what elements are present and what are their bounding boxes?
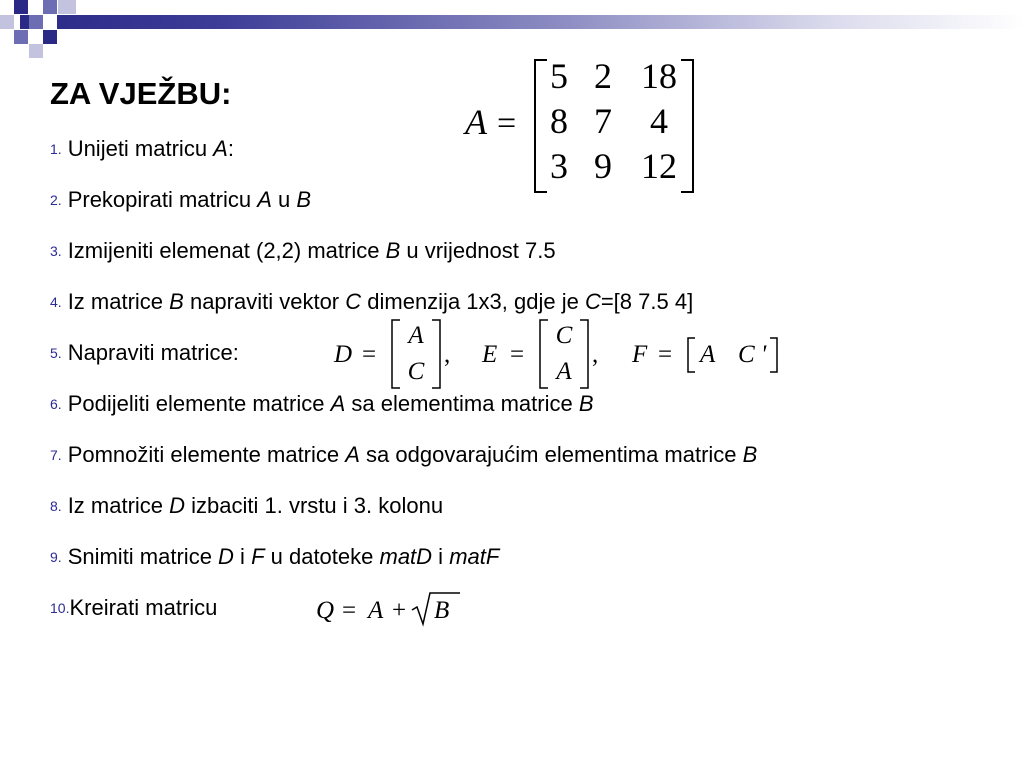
q-formula xyxy=(312,588,472,632)
plus-sign: + xyxy=(392,597,407,624)
list-item-symbol: B xyxy=(578,391,594,416)
list-item-text: u vrijednost 7.5 xyxy=(400,238,556,263)
list-item-text: : xyxy=(227,136,234,161)
list-item xyxy=(50,187,311,213)
list-item-text: Prekopirati matricu xyxy=(67,187,258,212)
list-item xyxy=(50,493,443,519)
list-item-symbol: C xyxy=(584,289,601,314)
list-item-number: 10. xyxy=(50,600,70,616)
deco-square xyxy=(14,0,28,14)
left-bracket xyxy=(392,320,400,388)
list-item-text: Unijeti matricu xyxy=(67,136,214,161)
list-item-text: Kreirati matricu xyxy=(69,595,218,620)
list-item-text: Podijeliti elemente matrice xyxy=(67,391,331,416)
list-item-number: 3. xyxy=(50,243,62,259)
list-item-text: i xyxy=(432,544,450,569)
header-bar xyxy=(20,15,1024,29)
matrix-f-name: F xyxy=(632,341,648,368)
equals-sign: = xyxy=(362,341,377,368)
matrix-a-cell: 4 xyxy=(650,101,668,141)
list-item-text: sa odgovarajućim elementima matrice xyxy=(359,442,743,467)
matrix-a-cell: 12 xyxy=(641,146,677,186)
right-bracket xyxy=(770,338,777,372)
list-item-text: i xyxy=(233,544,252,569)
equals-sign: = xyxy=(510,341,525,368)
q-term-b: B xyxy=(434,597,450,624)
list-item-symbol: B xyxy=(385,238,401,263)
matrix-d-name: D xyxy=(334,341,353,368)
list-item-number: 9. xyxy=(50,549,62,565)
list-item-text: Snimiti matrice xyxy=(67,544,219,569)
matrix-e-name: E xyxy=(482,341,498,368)
left-bracket xyxy=(535,60,547,192)
list-item-text: Napraviti matrice: xyxy=(67,340,239,365)
list-item-text: =[8 7.5 4] xyxy=(600,289,694,314)
right-bracket xyxy=(432,320,440,388)
list-item-text: dimenzija 1x3, gdje je xyxy=(361,289,585,314)
list-item-number: 5. xyxy=(50,345,62,361)
matrix-d-cell: C xyxy=(407,358,425,385)
matrices-def-equation xyxy=(330,314,790,394)
matrix-e-cell: C xyxy=(555,322,573,349)
list-item-number: 1. xyxy=(50,141,62,157)
list-item-symbol: D xyxy=(218,544,234,569)
equals-sign: = xyxy=(342,597,357,624)
list-item-symbol: B xyxy=(742,442,758,467)
right-bracket xyxy=(681,60,693,192)
list-item-symbol: B xyxy=(169,289,184,314)
matrix-d-cell: A xyxy=(408,322,424,349)
list-item-symbol: D xyxy=(169,493,186,518)
list-item xyxy=(50,391,594,417)
list-item-number: 8. xyxy=(50,498,62,514)
list-item xyxy=(50,238,556,264)
list-item-symbol: C xyxy=(345,289,362,314)
list-item-number: 6. xyxy=(50,396,62,412)
deco-square xyxy=(0,15,14,29)
list-item xyxy=(50,442,757,468)
comma: , xyxy=(444,341,451,368)
matrix-f-cell: A xyxy=(700,341,716,368)
right-bracket xyxy=(580,320,588,388)
list-item-text: Pomnožiti elemente matrice xyxy=(67,442,346,467)
deco-square xyxy=(29,44,43,58)
matrix-a-cell: 18 xyxy=(641,56,677,96)
list-item-text: u xyxy=(271,187,297,212)
left-bracket xyxy=(688,338,695,372)
list-item-text: u datoteke xyxy=(264,544,380,569)
deco-square xyxy=(58,0,76,14)
list-item-symbol: A xyxy=(345,442,360,467)
list-item xyxy=(50,340,239,366)
list-item-text: Iz matrice xyxy=(67,493,170,518)
list-item-symbol: A xyxy=(330,391,346,416)
matrix-a-cell: 3 xyxy=(550,146,568,186)
matrix-a-equation xyxy=(455,52,715,202)
matrix-e-cell: A xyxy=(556,358,572,385)
matrix-a-cell: 2 xyxy=(594,56,612,96)
matrix-a-cell: 8 xyxy=(550,101,568,141)
matrix-a-cell: 9 xyxy=(594,146,612,186)
list-item-symbol: A xyxy=(257,187,272,212)
list-item xyxy=(50,544,499,570)
list-item-text: napraviti vektor xyxy=(183,289,346,314)
equals-sign: = xyxy=(658,341,673,368)
slide-title: ZA VJEŽBU: xyxy=(50,76,232,111)
list-item xyxy=(50,595,217,621)
list-item xyxy=(50,289,693,315)
matrix-a-cell: 7 xyxy=(594,101,612,141)
list-item-symbol: matD xyxy=(379,544,433,569)
list-item-symbol: B xyxy=(296,187,312,212)
list-item-symbol: A xyxy=(213,136,228,161)
list-item xyxy=(50,136,234,162)
matrix-f-cell: C ' xyxy=(738,341,767,368)
q-term-a: A xyxy=(368,597,384,624)
deco-square xyxy=(43,30,57,44)
deco-square xyxy=(29,15,43,29)
list-item-symbol: F xyxy=(251,544,265,569)
list-item-text: sa elementima matrice xyxy=(345,391,579,416)
equals-sign: = xyxy=(497,105,517,142)
left-bracket xyxy=(540,320,548,388)
list-item-number: 2. xyxy=(50,192,62,208)
matrix-a-cell: 5 xyxy=(550,56,568,96)
comma: , xyxy=(592,341,599,368)
list-item-number: 4. xyxy=(50,294,62,310)
matrix-a-name: A xyxy=(465,102,487,142)
q-name: Q xyxy=(316,597,335,624)
list-item-number: 7. xyxy=(50,447,62,463)
deco-square xyxy=(14,30,28,44)
list-item-text: Iz matrice xyxy=(67,289,170,314)
deco-square xyxy=(43,0,57,14)
list-item-symbol: matF xyxy=(449,544,500,569)
list-item-text: Izmijeniti elemenat (2,2) matrice xyxy=(67,238,386,263)
list-item-text: izbaciti 1. vrstu i 3. kolonu xyxy=(185,493,444,518)
